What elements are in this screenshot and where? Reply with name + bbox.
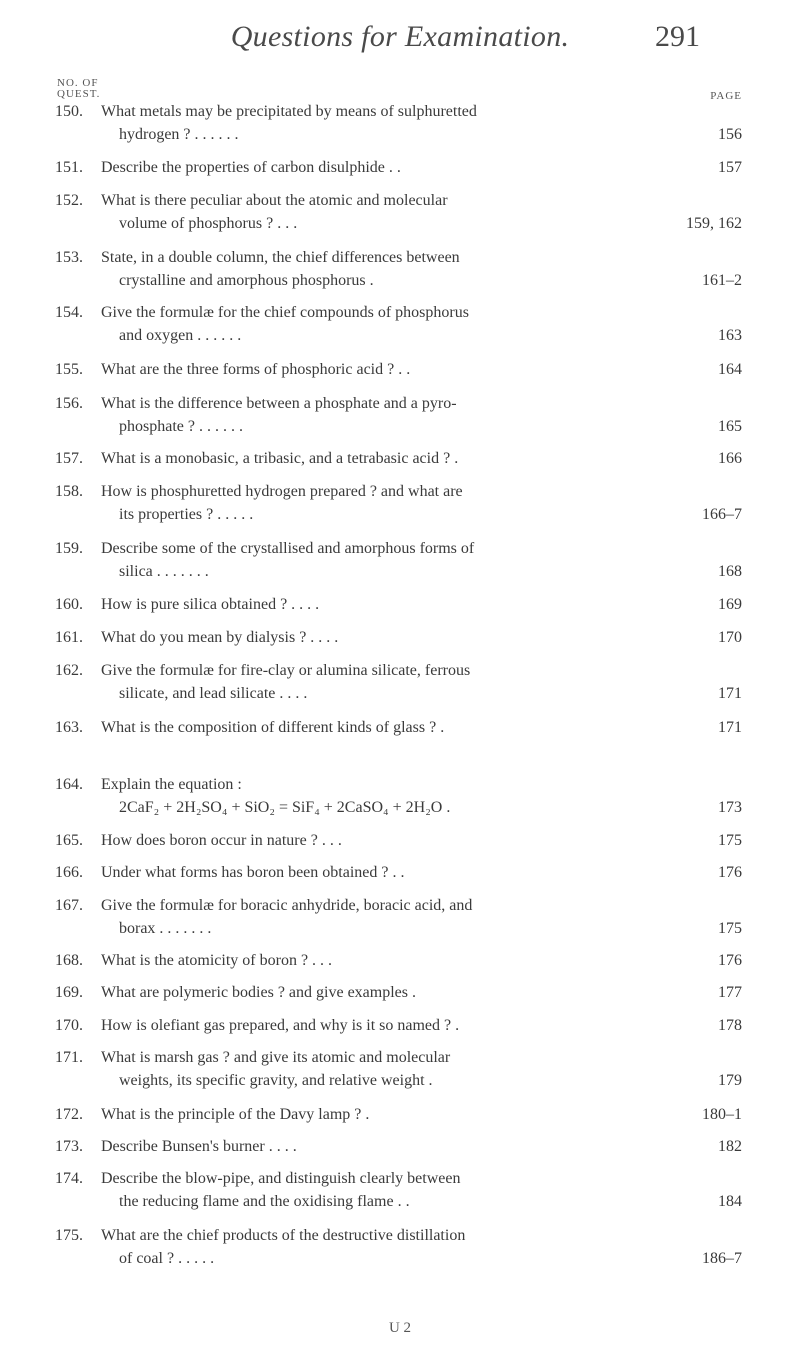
page-reference: 178 <box>718 1017 742 1035</box>
page-header <box>0 20 800 64</box>
page-reference: 175 <box>718 831 742 849</box>
question-number: 172. <box>55 1106 83 1124</box>
question-line-2: its properties ? . . . . . <box>119 506 254 524</box>
page-reference: 168 <box>718 563 742 581</box>
question-text <box>101 537 621 583</box>
page-reference: 175 <box>718 919 742 937</box>
question-line-1: How is olefiant gas prepared, and why is it so named ? . <box>101 1017 460 1035</box>
page-reference: 163 <box>718 327 742 345</box>
question-number: 171. <box>55 1049 83 1067</box>
question-text <box>101 716 621 739</box>
question-number: 164. <box>55 776 83 794</box>
question-text <box>101 1167 621 1213</box>
question-number: 155. <box>55 361 83 379</box>
question-line-1: What is there peculiar about the atomic and molecular <box>101 191 448 209</box>
question-line-1: Describe Bunsen's burner . . . . <box>101 1137 297 1155</box>
page-reference: 171 <box>718 685 742 703</box>
page-reference: 180–1 <box>702 1106 742 1124</box>
column-label-question-number <box>57 78 100 100</box>
question-line-2: silica . . . . . . . <box>119 563 209 581</box>
page-reference: 164 <box>718 361 742 379</box>
question-number: 163. <box>55 719 83 737</box>
column-label-page: PAGE <box>710 90 742 102</box>
question-text <box>101 659 621 705</box>
page-reference: 161–2 <box>702 271 742 289</box>
question-line-2: borax . . . . . . . <box>119 919 212 937</box>
question-number: 158. <box>55 483 83 501</box>
page-reference: 156 <box>718 126 742 143</box>
question-text <box>101 894 621 940</box>
question-number: 157. <box>55 450 83 468</box>
question-line-1: What metals may be precipitated by means of sulphuretted <box>101 103 477 120</box>
question-line-1: State, in a double column, the chief differences between <box>101 248 460 266</box>
question-line-1: What is a monobasic, a tribasic, and a tetrabasic acid ? . <box>101 450 459 468</box>
question-text <box>101 829 621 852</box>
question-line-1: How does boron occur in nature ? . . . <box>101 831 342 849</box>
question-number: 153. <box>55 248 83 266</box>
question-text <box>101 773 621 819</box>
question-line-1: What are the chief products of the destructive distillation <box>101 1226 466 1244</box>
question-line-2: volume of phosphorus ? . . . <box>119 214 298 232</box>
question-text <box>101 1224 621 1270</box>
question-line-1: Describe the properties of carbon disulphide . . <box>101 158 401 176</box>
question-number: 162. <box>55 662 83 680</box>
question-number: 154. <box>55 304 83 322</box>
question-number: 167. <box>55 896 83 914</box>
question-number: 166. <box>55 863 83 881</box>
question-line-1: How is pure silica obtained ? . . . . <box>101 595 320 613</box>
page-reference: 179 <box>718 1072 742 1090</box>
question-number: 156. <box>55 394 83 412</box>
page-reference: 173 <box>718 799 742 817</box>
question-line-2: and oxygen . . . . . . <box>119 327 242 345</box>
question-text <box>101 626 621 649</box>
question-number: 160. <box>55 595 83 613</box>
page-reference: 177 <box>718 984 742 1002</box>
column-label-line-2: QUEST. <box>57 88 101 100</box>
question-line-1: Under what forms has boron been obtained ? . . <box>101 863 405 881</box>
page-reference: 169 <box>718 595 742 613</box>
question-text <box>101 392 621 438</box>
page-number: 291 <box>655 20 700 53</box>
column-label-line-1: NO. OF <box>57 77 99 89</box>
question-text <box>101 593 621 616</box>
page-reference: 157 <box>718 158 742 176</box>
running-title: Questions for Examination. <box>230 20 570 53</box>
question-text <box>101 981 621 1004</box>
question-number: 150. <box>55 103 83 120</box>
page-reference: 165 <box>718 417 742 435</box>
question-number: 175. <box>55 1226 83 1244</box>
question-line-1: Describe the blow-pipe, and distinguish clearly between <box>101 1169 461 1187</box>
page-reference: 182 <box>718 1137 742 1155</box>
page-reference: 184 <box>718 1192 742 1210</box>
question-text <box>101 301 621 347</box>
question-line-2: 2CaF₂ + 2H₂SO₄ + SiO₂ = SiF₄ + 2CaSO₄ + 2H₂O . <box>119 799 451 817</box>
question-text <box>101 156 621 179</box>
question-line-1: What is the principle of the Davy lamp ? . <box>101 1106 370 1124</box>
question-number: 174. <box>55 1169 83 1187</box>
question-line-1: What do you mean by dialysis ? . . . . <box>101 629 339 647</box>
question-number: 169. <box>55 984 83 1002</box>
question-text <box>101 861 621 884</box>
page-reference: 166 <box>718 450 742 468</box>
question-line-1: Give the formulæ for the chief compounds of phosphorus <box>101 304 469 322</box>
question-text <box>101 1135 621 1158</box>
question-number: 161. <box>55 629 83 647</box>
question-line-1: What is marsh gas ? and give its atomic and molecular <box>101 1049 451 1067</box>
question-line-2: crystalline and amorphous phosphorus . <box>119 271 374 289</box>
page-reference: 170 <box>718 629 742 647</box>
question-number: 173. <box>55 1137 83 1155</box>
question-text <box>101 358 621 381</box>
question-number: 165. <box>55 831 83 849</box>
question-line-1: Give the formulæ for boracic anhydride, boracic acid, and <box>101 896 473 914</box>
question-line-1: What is the atomicity of boron ? . . . <box>101 952 333 970</box>
question-number: 151. <box>55 158 83 176</box>
page-reference: 159, 162 <box>686 214 742 232</box>
page-reference: 171 <box>718 719 742 737</box>
question-number: 159. <box>55 540 83 558</box>
question-text <box>101 447 621 470</box>
question-text <box>101 949 621 972</box>
page-reference: 166–7 <box>702 506 742 524</box>
question-number: 170. <box>55 1017 83 1035</box>
question-line-1: How is phosphuretted hydrogen prepared ? and what are <box>101 483 463 501</box>
page-reference: 176 <box>718 952 742 970</box>
question-text <box>101 1046 621 1092</box>
question-line-1: Explain the equation : <box>101 776 242 794</box>
question-line-1: What is the difference between a phosphate and a pyro- <box>101 394 457 412</box>
question-text <box>101 480 621 526</box>
question-text <box>101 246 621 292</box>
question-line-1: Describe some of the crystallised and amorphous forms of <box>101 540 475 558</box>
question-text <box>101 100 621 146</box>
question-number: 168. <box>55 952 83 970</box>
question-line-2: of coal ? . . . . . <box>119 1249 215 1267</box>
question-number: 152. <box>55 191 83 209</box>
question-line-2: the reducing flame and the oxidising flame . . <box>119 1192 410 1210</box>
question-line-1: Give the formulæ for fire-clay or alumina silicate, ferrous <box>101 662 471 680</box>
question-line-2: hydrogen ? . . . . . . <box>119 126 239 143</box>
question-text <box>101 1103 621 1126</box>
page-reference: 176 <box>718 863 742 881</box>
question-text <box>101 1014 621 1037</box>
question-line-1: What are polymeric bodies ? and give examples . <box>101 984 416 1002</box>
question-line-2: phosphate ? . . . . . . <box>119 417 243 435</box>
page-reference: 186–7 <box>702 1249 742 1267</box>
question-line-1: What is the composition of different kinds of glass ? . <box>101 719 445 737</box>
question-line-2: silicate, and lead silicate . . . . <box>119 685 308 703</box>
question-line-1: What are the three forms of phosphoric acid ? . . <box>101 361 411 379</box>
signature-mark: U 2 <box>388 1320 412 1336</box>
question-text <box>101 189 621 235</box>
question-line-2: weights, its specific gravity, and relative weight . <box>119 1072 433 1090</box>
